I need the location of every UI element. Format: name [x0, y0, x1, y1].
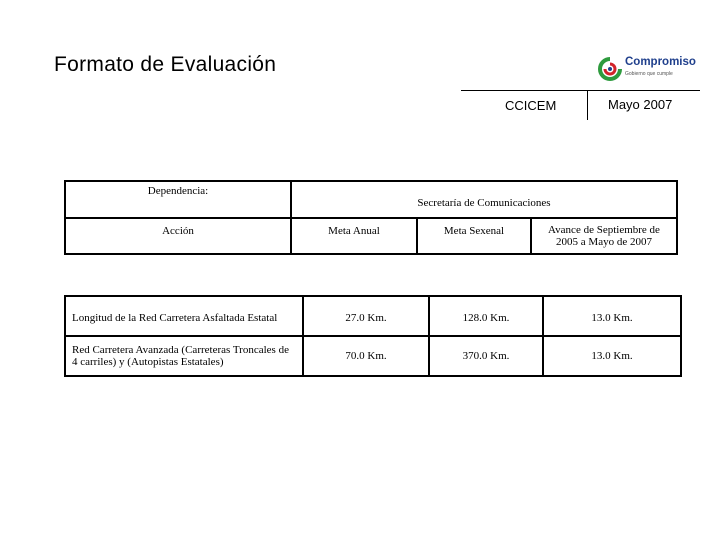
results-table — [64, 295, 682, 377]
dependencia-label: Dependencia: — [65, 181, 291, 218]
header-separator — [587, 90, 588, 120]
row-meta-anual: 70.0 Km. — [303, 336, 429, 376]
dependencia-value: Secretaría de Comunicaciones — [291, 181, 677, 218]
logo-subtext: Gobierno que cumple — [625, 71, 673, 77]
row-meta-anual: 27.0 Km. — [303, 296, 429, 336]
table-row — [65, 336, 681, 376]
dependency-table — [64, 180, 678, 255]
org-label: CCICEM — [505, 98, 557, 113]
header-accion: Acción — [65, 218, 291, 254]
row-meta-sexenal: 128.0 Km. — [429, 296, 543, 336]
date-label: Mayo 2007 — [608, 97, 673, 112]
header-avance: Avance de Septiembre de 2005 a Mayo de 2007 — [531, 218, 677, 254]
table-row — [65, 296, 681, 336]
row-meta-sexenal: 370.0 Km. — [429, 336, 543, 376]
row-avance: 13.0 Km. — [543, 296, 681, 336]
logo-text: Compromiso — [625, 56, 696, 68]
header-meta-anual: Meta Anual — [291, 218, 417, 254]
page-title: Formato de Evaluación — [54, 53, 277, 76]
row-accion: Red Carretera Avanzada (Carreteras Troncales de 4 carriles) y (Autopistas Estatales) — [65, 336, 303, 376]
compromiso-logo — [597, 54, 707, 86]
row-avance: 13.0 Km. — [543, 336, 681, 376]
header-divider — [461, 90, 700, 91]
header-meta-sexenal: Meta Sexenal — [417, 218, 531, 254]
row-accion: Longitud de la Red Carretera Asfaltada Estatal — [65, 296, 303, 336]
swirl-icon — [597, 56, 623, 82]
